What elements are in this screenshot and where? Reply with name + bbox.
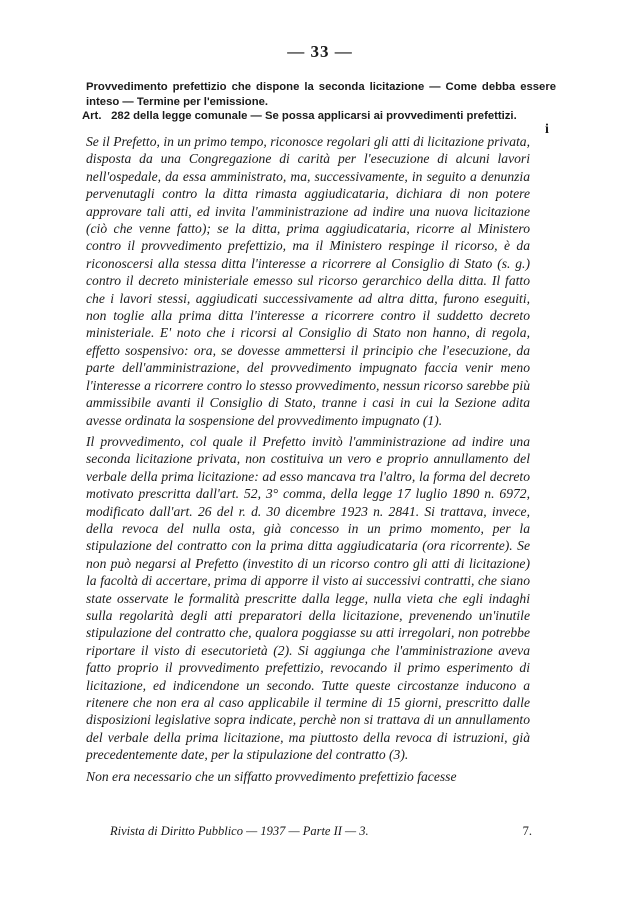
headnote-text: 282 della legge comunale — Se possa applicarsi ai provvedimenti prefettizi. <box>111 110 517 122</box>
headnote: Provvedimento prefettizio che dispone la seconda licitazione — Come debba essere inteso — Termine per l'emissione. <box>86 81 556 108</box>
headnote-article <box>82 109 556 124</box>
headnotes <box>82 80 556 124</box>
paragraph: Se il Prefetto, in un primo tempo, riconosce regolari gli atti di licitazione privata, disposta da una Congregazione di carità per l'esecuzione di alcuni lavori nell'ospedale, da essa amministrato, ma, successivamente, in seguito a denunzia pervenutagli contro la ditta rimasta aggiudicataria, dichiara di non potere approvare tali atti, ed invita l'amministrazione ad indire una nuova licitazione (ciò che venne fatto); se la ditta, prima aggiudicataria, ricorre al Ministero contro il provvedimento prefettizio, ma il Ministero respinge il ricorso, è da riconoscersi alla stessa ditta l'interesse a ricorrere al Consiglio di Stato (s. g.) contro il decreto ministeriale emesso sul ricorso gerarchico della ditta. Il fatto che i lavori stessi, aggiudicati successivamente ad altra ditta, furono eseguiti, non toglie alla prima ditta l'interesse a ricorrere contro il suddetto decreto ministeriale. E' noto che i ricorsi al Consiglio di Stato non hanno, di regola, effetto sospensivo: ora, se dovesse ammettersi il principio che l'esecuzione, da parte dell'amministrazione, del provvedimento impugnato faccia venir meno l'interesse a ricorrere contro lo stesso provvedimento, nessun ricorso sarebbe più ammissibile avanti il Consiglio di Stato, tranne i casi in cui la Sezione adita avesse ordinata la sospensione del provvedimento impugnato (1). <box>86 134 530 428</box>
headnote-prefix: Art. <box>82 110 102 122</box>
body-text <box>86 133 530 785</box>
journal-citation: Rivista di Diritto Pubblico — 1937 — Parte II — 3. <box>110 824 369 838</box>
sheet-number: 7. <box>522 824 532 838</box>
page-footer <box>110 824 530 839</box>
paragraph: Il provvedimento, col quale il Prefetto invitò l'amministrazione ad indire una seconda licitazione privata, non costituiva un vero e proprio annullamento del verbale della prima licitazione: ad esso mancava tra l'altro, la forma del decreto motivato prescritta dall'art. 52, 3° comma, della legge 17 luglio 1890 n. 6972, modificato dall'art. 26 del r. d. 30 dicembre 1923 n. 2841. Si trattava, invece, della revoca del nulla osta, già concesso in un primo momento, per la stipulazione del contratto con la prima ditta aggiudicataria (ora ricorrente). Se non può negarsi al Prefetto (investito di un ricorso contro gli atti di licitazione) la facoltà di accertare, prima di apporre il visto ai successivi contratti, che siano state osservate le formalità prescritte dalla legge, nulla vieta che egli indaghi sulla regolarità degli atti preparatori della licitazione, prevenendo un'inutile stipulazione del contratto che, qualora poggiasse su atti irregolari, non potrebbe riportare il visto di esecutorietà (2). Si aggiunga che l'amministrazione aveva fatto proprio il provvedimento prefettizio, revocando il primo esperimento di licitazione, ed indicendone un secondo. Tutte queste circostanze inducono a ritenere che non era al caso applicabile il termine di 15 giorni, prescritto dalle disposizioni legislative sopra indicate, perchè non si trattava di un annullamento del verbale della prima licitazione, ma piuttosto della revoca di istruzioni, già precedentemente date, per la stipulazione del contratto (3). <box>86 433 530 763</box>
paragraph: Non era necessario che un siffatto provvedimento prefettizio facesse <box>86 768 457 784</box>
margin-mark: i <box>545 122 549 137</box>
page-number: — 33 — <box>287 42 353 61</box>
